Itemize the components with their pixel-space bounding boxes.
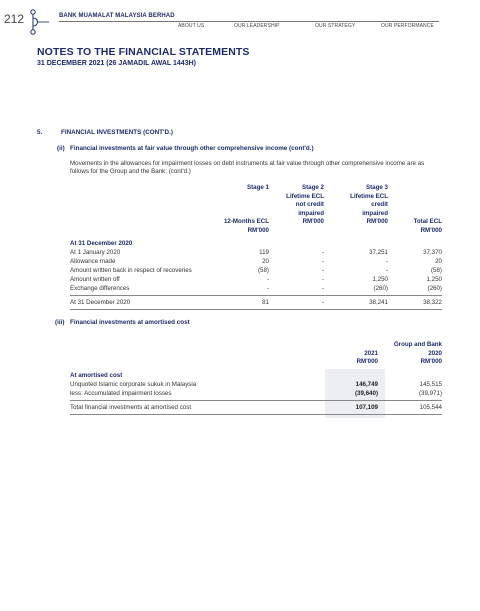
column-header-line: not credit — [295, 201, 324, 208]
table-cell: 119 — [259, 249, 269, 256]
table-cell: (58) — [430, 267, 442, 274]
subsection-ii-number: (ii) — [57, 145, 65, 152]
table-cell: 146,749 — [355, 381, 378, 388]
table-cell: (260) — [373, 285, 388, 292]
table-section-label: At amortised cost — [70, 372, 123, 379]
section-title: FINANCIAL INVESTMENTS (CONT'D.) — [61, 129, 173, 136]
table-cell: - — [385, 267, 388, 274]
table-cell: 20 — [435, 258, 442, 265]
table-cell: (39,640) — [354, 390, 378, 397]
table-cell: - — [321, 267, 324, 274]
column-header-line: impaired — [298, 209, 324, 217]
bank-name: BANK MUAMALAT MALAYSIA BERHAD — [59, 13, 175, 19]
column-header-total-ecl — [394, 218, 442, 235]
year-2021-header: 2021 — [364, 349, 378, 357]
table-cell: 1,250 — [426, 276, 442, 283]
section-number: 5. — [37, 129, 43, 136]
column-header-line: impaired — [362, 209, 388, 217]
header-divider — [59, 21, 439, 22]
table-cell: (260) — [427, 285, 442, 292]
table-total-label: At 31 December 2020 — [70, 299, 131, 306]
column-header-line: 12-Months ECL — [223, 218, 269, 225]
table-row-label: At 1 January 2020 — [70, 249, 121, 256]
column-header-line: RM'000 — [302, 218, 324, 225]
page-title: NOTES TO THE FINANCIAL STATEMENTS — [37, 46, 250, 58]
table-cell: 37,370 — [423, 249, 442, 256]
total-underline — [70, 414, 442, 415]
column-header-stage-1 — [214, 184, 269, 235]
column-header-line: Stage 1 — [246, 184, 269, 191]
table-row-label: Amount written back in respect of recoveries — [70, 267, 192, 274]
table-cell: (58) — [257, 267, 269, 274]
subsection-iii-title: Financial investments at amortised cost — [70, 319, 190, 326]
column-header-line: RM'000 — [366, 218, 388, 225]
column-header-stage-2 — [280, 184, 324, 227]
table-row-label: Allowance made — [70, 258, 116, 265]
table-row-label: less: Accumulated impairment losses — [70, 390, 172, 397]
table-cell: 145,515 — [419, 381, 442, 388]
page-number: 212 — [4, 12, 25, 26]
column-header-line: Stage 3 — [365, 184, 388, 191]
column-header-line: RM'000 — [420, 226, 442, 234]
table-cell: - — [266, 285, 269, 292]
group-and-bank-label: Group and Bank — [393, 341, 442, 348]
table-cell: - — [266, 276, 269, 283]
column-header-line: Lifetime ECL — [286, 192, 324, 200]
subsection-ii-description: Movements in the allowances for impairment losses on debt instruments at fair value through other comprehensive income are as follows for the Group and the Bank: (cont'd.) — [70, 160, 425, 175]
nav-about-us[interactable]: ABOUT US — [178, 23, 205, 29]
table-cell: - — [321, 285, 324, 292]
nav-our-strategy[interactable]: OUR STRATEGY — [315, 23, 356, 29]
page-subtitle: 31 DECEMBER 2021 (26 JAMADIL AWAL 1443H) — [37, 60, 196, 67]
table-row-label: Unquoted Islamic corporate sukuk in Malaysia — [70, 381, 197, 388]
subsection-ii-title: Financial investments at fair value through other comprehensive income (cont'd.) — [70, 145, 314, 152]
column-header-line: credit — [371, 201, 388, 208]
year-2020-header: 2020 — [428, 349, 442, 357]
table-cell: - — [321, 258, 324, 265]
table-total-cell: 38,322 — [423, 299, 442, 306]
table-row-label: Exchange differences — [70, 285, 130, 292]
table-cell: - — [321, 276, 324, 283]
subsection-iii-number: (iii) — [55, 319, 65, 326]
table-cell: 37,251 — [369, 249, 388, 256]
unit-header-2021: RM'000 — [356, 358, 378, 365]
nav-our-leadership[interactable]: OUR LEADERSHIP — [234, 23, 280, 29]
table-cell: 1,250 — [372, 276, 388, 283]
table-cell: - — [385, 258, 388, 265]
table-total-cell: 38,241 — [369, 299, 388, 306]
table-cell: 20 — [262, 258, 269, 265]
column-header-line: Total ECL — [413, 218, 442, 225]
table-total-cell: 105,544 — [419, 404, 442, 411]
table-total-cell: - — [321, 299, 324, 306]
table-total-cell: 107,109 — [355, 404, 378, 411]
total-divider — [70, 400, 442, 401]
table-cell: - — [321, 249, 324, 256]
table-section-label: At 31 December 2020 — [70, 240, 133, 247]
table-total-label: Total financial investments at amortised cost — [70, 404, 192, 411]
nav-our-performance[interactable]: OUR PERFORMANCE — [381, 23, 434, 29]
unit-header-2020: RM'000 — [420, 358, 442, 365]
column-header-line: Lifetime ECL — [350, 192, 388, 200]
table-row-label: Amount written off — [70, 276, 120, 283]
column-header-line: Stage 2 — [301, 184, 324, 191]
total-divider — [70, 295, 442, 296]
total-underline — [70, 309, 442, 310]
table-total-cell: 81 — [262, 299, 269, 306]
column-header-stage-3 — [334, 184, 388, 227]
column-header-line: RM'000 — [247, 226, 269, 234]
table-cell: (39,971) — [418, 390, 442, 397]
bank-logo-icon — [27, 8, 55, 36]
